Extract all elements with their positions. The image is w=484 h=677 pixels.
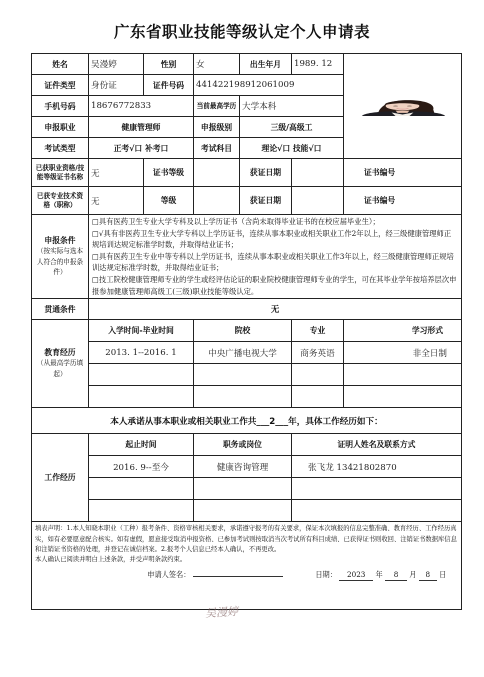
id-type-value[interactable]: 身份证 xyxy=(89,75,144,96)
handwritten-signature: 吴漫婷 xyxy=(204,604,239,621)
id-type-label: 证件类型 xyxy=(32,75,89,96)
declaration-text: 填表声明：1.本人知晓本职业（工种）报考条件、资格审核相关要求，承诺遵守报考的有关要求，保证本次填报的信息完整准确、教育经历、工作经历真实，如有必要愿意配合核实。如有虚假，愿意接受取消申报资格、已参加考试则按取消当次考试所有科目成绩、已获得证书则收回、注销证书数据库信息和注销证书资格的处理，并登记在诚信档案。2.报考个人信息已经本人确认，不再更改。 xyxy=(35,525,457,553)
occupation-label: 申报职业 xyxy=(32,117,89,138)
prior-title-value[interactable]: 无 xyxy=(89,187,144,215)
portrait-image xyxy=(344,96,461,116)
prior-cert-value[interactable]: 无 xyxy=(89,159,144,187)
table-row xyxy=(32,342,462,364)
application-form-table xyxy=(31,53,462,610)
education-level-value[interactable]: 大学本科 xyxy=(240,96,344,117)
education-history-label: 教育经历 xyxy=(44,347,76,357)
edu-header-period: 入学时间-毕业时间 xyxy=(89,320,194,342)
edu-major-cell[interactable]: 商务英语 xyxy=(292,342,344,364)
compliance-label: 贯通条件 xyxy=(32,299,89,320)
signature-field[interactable] xyxy=(193,576,283,577)
edu-mode-cell[interactable]: 非全日制 xyxy=(344,342,462,364)
title-level-label: 等级 xyxy=(144,187,194,215)
condition-item[interactable]: □具有医药卫生专业大学专科及以上学历证书（含尚未取得毕业证书的在校应届毕业生）； xyxy=(92,217,380,226)
exam-subject-label: 考试科目 xyxy=(194,138,240,159)
education-level-label: 当前最高学历 xyxy=(194,96,240,117)
edu-school-cell[interactable] xyxy=(194,386,292,408)
condition-item[interactable]: □具有医药卫生专业中等专科以上学历证书，连续从事本职业或相关职业工作3年以上，经三级健康管理师正规培训达规定标准学时数，并取得结业证书； xyxy=(92,251,454,273)
work-period-cell[interactable]: 2016. 9--至今 xyxy=(89,456,194,478)
work-period-cell[interactable] xyxy=(89,478,194,500)
condition-item[interactable]: □√具有非医药卫生专业大学专科以上学历证书，连续从事本职业或相关职业工作2年以上，经三级健康管理师正规培训达规定标准学时数，并取得结业证书； xyxy=(92,228,452,250)
work-header-reference: 证明人姓名及联系方式 xyxy=(292,434,462,456)
table-row xyxy=(32,456,462,478)
birth-value[interactable]: 1989. 12 xyxy=(292,54,344,75)
id-number-label: 证件号码 xyxy=(144,75,194,96)
date-year-unit: 年 xyxy=(375,569,383,579)
edu-header-school: 院校 xyxy=(194,320,292,342)
edu-period-cell[interactable]: 2013. 1--2016. 1 xyxy=(89,342,194,364)
edu-major-cell[interactable] xyxy=(292,364,344,386)
exam-subject-value[interactable]: 理论√口 技能√口 xyxy=(240,138,344,159)
work-header-period: 起止时间 xyxy=(89,434,194,456)
date-month-unit: 月 xyxy=(409,569,417,579)
name-value[interactable]: 吴漫婷 xyxy=(89,54,144,75)
work-reference-cell[interactable]: 张飞龙 13421802870 xyxy=(292,456,462,478)
prior-title-label: 已获专业技术资格（职称） xyxy=(32,187,89,215)
education-history-sublabel: （从最高学历填起） xyxy=(36,359,84,378)
table-row xyxy=(32,386,462,408)
cert-level-label: 证书等级 xyxy=(144,159,194,187)
exam-type-label: 考试类型 xyxy=(32,138,89,159)
conditions-label: 申报条件 xyxy=(44,235,76,245)
title-level-value[interactable] xyxy=(194,187,240,215)
edu-header-major: 专业 xyxy=(292,320,344,342)
phone-value[interactable]: 18676772833 xyxy=(89,96,194,117)
condition-item[interactable]: □技工院校健康管理师专业的学生或经评估论证的职业院校健康管理师专业的学生，可在其毕业学年按培养层次申报参加健康管理师高级工(三级)职业技能等级认定。 xyxy=(92,274,457,296)
table-row xyxy=(32,478,462,500)
cert-level-value[interactable] xyxy=(194,159,240,187)
form-title: 广东省职业技能等级认定个人申请表 xyxy=(113,23,370,41)
occupation-value[interactable]: 健康管理师 xyxy=(89,117,194,138)
compliance-value[interactable]: 无 xyxy=(89,299,462,320)
name-label: 姓名 xyxy=(32,54,89,75)
conditions-sublabel: （按实际与选本人符合的申报条件） xyxy=(36,247,84,277)
education-history-label-cell xyxy=(32,320,89,408)
edu-period-cell[interactable] xyxy=(89,386,194,408)
work-history-label: 工作经历 xyxy=(32,434,89,522)
date-year[interactable]: 2023 xyxy=(339,570,373,581)
work-position-cell[interactable] xyxy=(194,478,292,500)
conditions-label-cell xyxy=(32,215,89,299)
work-commitment: 本人承诺从事本职业或相关职业工作共___2___年，具体工作经历如下： xyxy=(32,408,462,434)
level-value[interactable]: 三级/高级工 xyxy=(240,117,344,138)
work-header-position: 职务或岗位 xyxy=(194,434,292,456)
signature-row xyxy=(35,570,458,581)
declaration-confirm: 本人确认已阅读并明白上述条款，并受声明条款约束。 xyxy=(35,556,187,564)
issue-date-value[interactable] xyxy=(292,159,344,187)
edu-period-cell[interactable] xyxy=(89,364,194,386)
edu-header-mode: 学习形式 xyxy=(344,320,462,342)
work-position-cell[interactable] xyxy=(194,500,292,522)
signature-label: 申请人签名： xyxy=(147,569,191,579)
level-label: 申报级别 xyxy=(194,117,240,138)
exam-type-value[interactable]: 正考√口 补考口 xyxy=(89,138,194,159)
date-month[interactable]: 8 xyxy=(385,570,407,581)
work-reference-cell[interactable] xyxy=(292,500,462,522)
gender-value[interactable]: 女 xyxy=(194,54,240,75)
edu-major-cell[interactable] xyxy=(292,386,344,408)
issue-date-label: 获证日期 xyxy=(240,159,292,187)
work-reference-cell[interactable] xyxy=(292,478,462,500)
work-position-cell[interactable]: 健康咨询管理 xyxy=(194,456,292,478)
date-day[interactable]: 8 xyxy=(419,570,437,581)
prior-cert-label: 已获职业资格/技能等级证书名称 xyxy=(32,159,89,187)
table-row xyxy=(32,500,462,522)
title-date-value[interactable] xyxy=(292,187,344,215)
edu-mode-cell[interactable] xyxy=(344,386,462,408)
table-row xyxy=(32,364,462,386)
phone-label: 手机号码 xyxy=(32,96,89,117)
date-label: 日期： xyxy=(315,569,337,579)
declaration-cell xyxy=(32,522,462,610)
id-number-value[interactable]: 441422198912061009 xyxy=(194,75,344,96)
edu-school-cell[interactable] xyxy=(194,364,292,386)
title-number-label: 证书编号 xyxy=(344,187,462,215)
date-day-unit: 日 xyxy=(439,569,447,579)
applicant-photo xyxy=(344,54,462,159)
conditions-list xyxy=(89,215,462,299)
birth-label: 出生年月 xyxy=(240,54,292,75)
gender-label: 性别 xyxy=(144,54,194,75)
cert-number-label: 证书编号 xyxy=(344,159,462,187)
edu-school-cell[interactable]: 中央广播电视大学 xyxy=(194,342,292,364)
title-date-label: 获证日期 xyxy=(240,187,292,215)
work-period-cell[interactable] xyxy=(89,500,194,522)
edu-mode-cell[interactable] xyxy=(344,364,462,386)
